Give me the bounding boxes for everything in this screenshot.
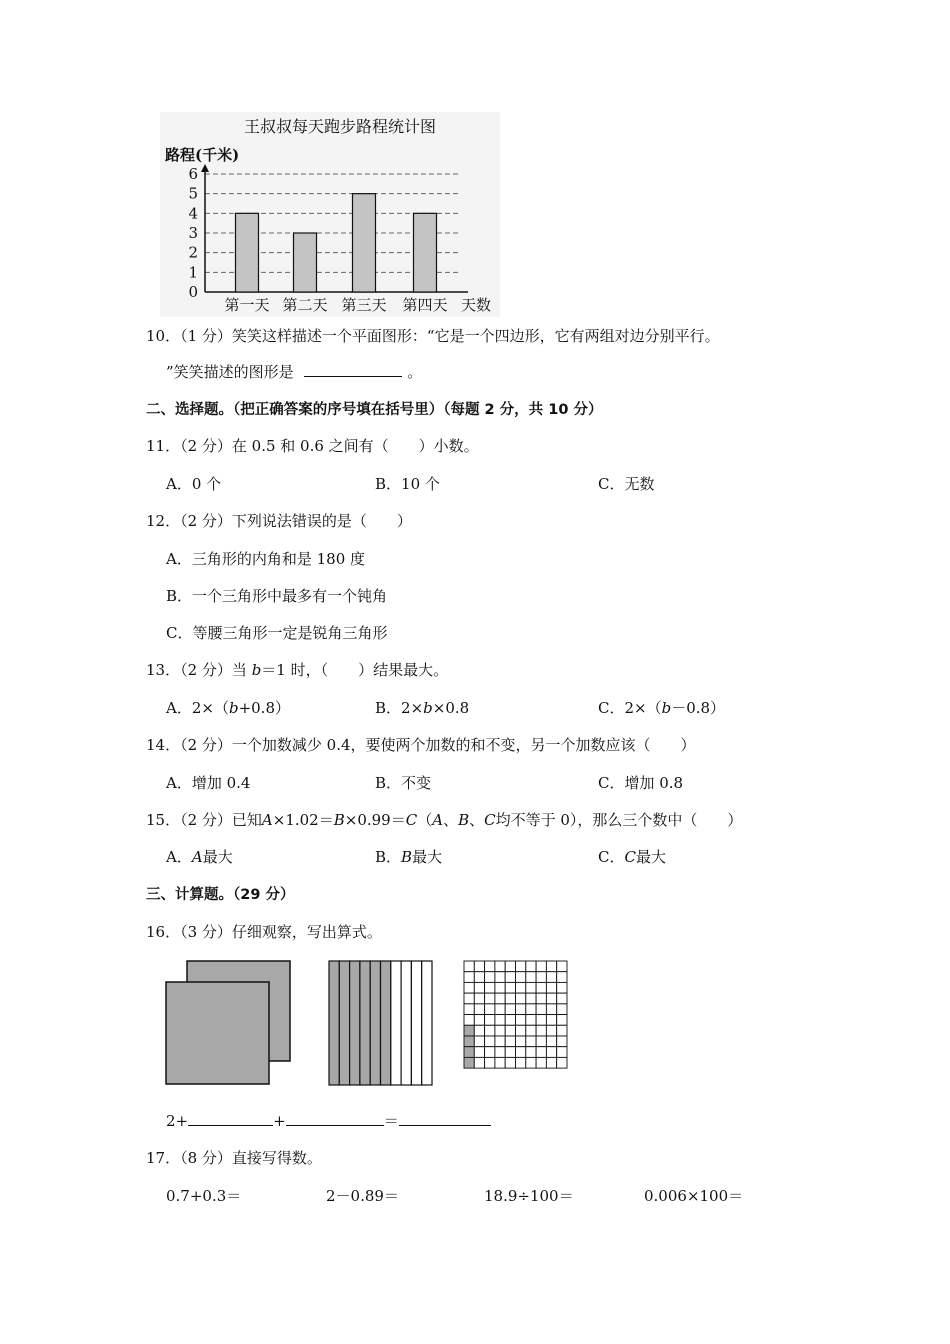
hundredth-cell [505, 961, 515, 972]
hundredth-cell [485, 1015, 495, 1026]
hundredth-cell [474, 1036, 484, 1047]
q14-option-b[interactable]: B．不变 [375, 774, 432, 792]
hundredth-cell [536, 1047, 546, 1058]
q13-option-a[interactable] [166, 697, 290, 718]
hundredth-cell [516, 1025, 526, 1036]
q15-option-a[interactable] [166, 846, 233, 867]
q15-C: C [405, 811, 418, 829]
tenth-strip [411, 961, 421, 1085]
q10-period: 。 [407, 363, 423, 381]
x-category-label: 第二天 [282, 296, 328, 314]
y-tick-label: 4 [188, 204, 198, 223]
q12-stem: 12．（2 分）下列说法错误的是（ ） [146, 512, 412, 530]
q16-plus: + [273, 1112, 286, 1130]
section-3-heading: 三、计算题。（29 分） [146, 887, 295, 903]
hundredth-cell [526, 1025, 536, 1036]
q15-option-b[interactable] [375, 846, 442, 867]
q13-c-var: b [661, 699, 672, 717]
hundredth-cell [526, 1036, 536, 1047]
q15-c-pre: C． [598, 848, 625, 866]
q10-line2-text: ”笑笑描述的图形是 [166, 363, 294, 381]
q10-answer-blank[interactable] [304, 361, 402, 377]
section-2-heading: 二、选择题。（把正确答案的序号填在括号里）（每题 2 分，共 10 分） [146, 402, 603, 418]
q15-stem [146, 809, 742, 830]
x-category-label: 第四天 [402, 296, 448, 314]
hundredth-cell [546, 1036, 556, 1047]
bar-3 [353, 194, 376, 292]
q15-p2: ×1.02＝ [272, 811, 334, 829]
q16-eq-pre: 2+ [166, 1112, 189, 1130]
q16-figure [162, 958, 572, 1088]
hundredth-cell [536, 1036, 546, 1047]
hundredth-cell [495, 1047, 505, 1058]
q15-option-c[interactable] [598, 846, 666, 867]
q15-p1: 15．（2 分）已知 [146, 811, 262, 829]
hundredth-cell [464, 993, 474, 1004]
hundredth-cell [474, 1015, 484, 1026]
q13-c-pre: C．2×（ [598, 699, 662, 717]
q15-B: B [333, 811, 345, 829]
bar-4 [414, 213, 437, 292]
hundredth-cell [526, 1057, 536, 1068]
q13-a-post: +0.8） [238, 699, 290, 717]
tenth-strip [329, 961, 339, 1085]
hundredth-cell [505, 1025, 515, 1036]
q16-equation [166, 1110, 491, 1131]
running-distance-bar-chart [160, 112, 500, 317]
q15-A2: A [432, 811, 444, 829]
hundredth-cell [516, 1015, 526, 1026]
hundredth-cell [474, 961, 484, 972]
hundredth-cell [536, 993, 546, 1004]
hundredth-cell [474, 1025, 484, 1036]
hundredth-cell [485, 1057, 495, 1068]
hundredth-cell [526, 1004, 536, 1015]
q15-b-pre: B． [375, 848, 402, 866]
q13-var: b [251, 661, 262, 679]
hundredth-cell [546, 1004, 556, 1015]
q15-a-var: A [191, 848, 203, 866]
q13-b-post: ×0.8 [432, 699, 470, 717]
hundredth-cell [557, 982, 567, 993]
q16-blank-3[interactable] [399, 1110, 491, 1126]
q11-option-b[interactable]: B．10 个 [375, 475, 440, 493]
hundredth-cell [526, 982, 536, 993]
q17-item-2: 2－0.89＝ [326, 1187, 399, 1205]
hundredth-cell [536, 1025, 546, 1036]
q13-a-pre: A．2×（ [166, 699, 229, 717]
hundredth-cell [474, 972, 484, 983]
q15-p6: 、 [469, 811, 485, 829]
q15-b-post: 最大 [412, 848, 443, 866]
tenth-strip [401, 961, 411, 1085]
q13-num: 13．（2 分）当 [146, 661, 247, 679]
tenth-strip [370, 961, 380, 1085]
y-tick-label: 2 [188, 243, 198, 262]
hundredth-cell [495, 1036, 505, 1047]
hundredth-cell [505, 972, 515, 983]
hundredth-cell [495, 1025, 505, 1036]
q13-a-var: b [228, 699, 239, 717]
q15-a-post: 最大 [202, 848, 233, 866]
hundredth-cell [526, 1047, 536, 1058]
chart-xlabel: 天数 [460, 296, 492, 314]
x-category-label: 第一天 [224, 296, 270, 314]
q13-stem [146, 659, 448, 680]
hundredth-cell [505, 982, 515, 993]
q13-rest: ＝1 时，（ ）结果最大。 [261, 661, 449, 679]
hundredth-cell [516, 1036, 526, 1047]
q15-c-post: 最大 [635, 848, 666, 866]
bar-2 [294, 233, 317, 292]
q15-c-var: C [624, 848, 636, 866]
hundredth-cell [546, 961, 556, 972]
q10-line1: 10．（1 分）笑笑这样描述一个平面图形：“它是一个四边形，它有两组对边分别平行。 [146, 327, 720, 345]
hundredth-cell [464, 1057, 474, 1068]
q14-option-a[interactable]: A．增加 0.4 [166, 774, 251, 792]
hundredth-cell [495, 982, 505, 993]
y-tick-label: 5 [188, 184, 198, 203]
hundredth-cell [495, 972, 505, 983]
hundredth-cell [546, 982, 556, 993]
hundredth-cell [546, 1015, 556, 1026]
q17-stem: 17．（8 分）直接写得数。 [146, 1149, 322, 1167]
hundredth-cell [516, 961, 526, 972]
bar-1 [236, 213, 259, 292]
hundredth-cell [505, 1004, 515, 1015]
hundredth-cell [464, 1004, 474, 1015]
q13-b-var: b [423, 699, 433, 717]
y-tick-label: 3 [188, 224, 198, 242]
q14-stem: 14．（2 分）一个加数减少 0.4，要使两个加数的和不变，另一个加数应该（ ） [146, 736, 696, 754]
hundredth-cell [536, 982, 546, 993]
hundredth-cell [557, 993, 567, 1004]
hundredth-cell [485, 1047, 495, 1058]
hundredth-cell [546, 972, 556, 983]
hundredth-cell [536, 1057, 546, 1068]
hundredth-cell [485, 972, 495, 983]
q16-blank-2[interactable] [286, 1110, 384, 1126]
hundredth-cell [505, 1036, 515, 1047]
q13-option-b[interactable] [375, 697, 469, 718]
q13-c-post: －0.8） [671, 699, 726, 717]
hundredth-cell [474, 1047, 484, 1058]
hundredth-cell [546, 1025, 556, 1036]
q15-B2: B [458, 811, 470, 829]
q15-p3: ×0.99＝ [344, 811, 406, 829]
hundredth-cell [495, 1015, 505, 1026]
hundredth-cell [526, 972, 536, 983]
q12-option-a[interactable]: A．三角形的内角和是 180 度 [166, 550, 366, 568]
hundredth-cell [536, 961, 546, 972]
hundredth-cell [516, 993, 526, 1004]
q14-option-c[interactable]: C．增加 0.8 [598, 774, 684, 792]
hundredth-cell [516, 982, 526, 993]
hundredth-cell [536, 1004, 546, 1015]
hundredth-cell [474, 1004, 484, 1015]
tenth-strip [360, 961, 370, 1085]
hundredth-cell [474, 982, 484, 993]
hundredth-cell [546, 1047, 556, 1058]
hundredth-cell [464, 972, 474, 983]
hundredth-cell [485, 1036, 495, 1047]
hundredth-cell [516, 972, 526, 983]
q15-p4: （ [417, 811, 433, 829]
hundredth-cell [526, 993, 536, 1004]
tenth-strip [350, 961, 360, 1085]
tenth-strip [422, 961, 432, 1085]
q10-line2 [166, 361, 422, 382]
hundredth-cell [546, 1057, 556, 1068]
q15-a-pre: A． [166, 848, 192, 866]
q17-item-3: 18.9÷100＝ [484, 1187, 574, 1205]
q11-option-a[interactable]: A．0 个 [166, 475, 222, 493]
hundredth-cell [516, 1057, 526, 1068]
q12-option-c[interactable]: C．等腰三角形一定是锐角三角形 [166, 624, 388, 642]
q16-stem: 16．（3 分）仔细观察，写出算式。 [146, 923, 382, 941]
hundredth-cell [485, 993, 495, 1004]
q12-option-b[interactable]: B．一个三角形中最多有一个钝角 [166, 587, 388, 605]
hundredth-cell [464, 982, 474, 993]
hundredth-cell [505, 1047, 515, 1058]
hundredth-cell [495, 1057, 505, 1068]
hundredth-cell [516, 1047, 526, 1058]
hundredth-cell [464, 961, 474, 972]
hundredth-cell [536, 1015, 546, 1026]
hundredth-cell [557, 972, 567, 983]
q15-p5: 、 [443, 811, 459, 829]
hundredth-cell [505, 1015, 515, 1026]
hundredth-cell [557, 1047, 567, 1058]
hundredth-cell [557, 1015, 567, 1026]
q11-stem: 11．（2 分）在 0.5 和 0.6 之间有（ ）小数。 [146, 437, 479, 455]
hundredth-cell [557, 1025, 567, 1036]
hundredth-cell [485, 982, 495, 993]
hundredth-cell [474, 1057, 484, 1068]
hundredth-cell [485, 1025, 495, 1036]
hundredth-cell [557, 961, 567, 972]
q15-b-var: B [401, 848, 413, 866]
hundredth-cell [485, 961, 495, 972]
y-tick-label: 0 [188, 283, 198, 301]
tenth-strip [381, 961, 391, 1085]
hundredth-cell [485, 1004, 495, 1015]
hundredth-cell [495, 961, 505, 972]
hundredth-cell [495, 1004, 505, 1015]
chart-title: 王叔叔每天跑步路程统计图 [243, 117, 437, 136]
hundredth-cell [464, 1015, 474, 1026]
hundredth-cell [526, 961, 536, 972]
q11-option-c[interactable]: C．无数 [598, 475, 655, 493]
hundredth-cell [557, 1036, 567, 1047]
hundredth-cell [474, 993, 484, 1004]
q17-item-1: 0.7+0.3＝ [166, 1187, 242, 1205]
hundredth-cell [464, 1036, 474, 1047]
hundredth-cell [516, 1004, 526, 1015]
chart-ylabel: 路程(千米) [165, 146, 240, 164]
q15-p7: 均不等于 0），那么三个数中（ ） [495, 811, 743, 829]
q17-item-4: 0.006×100＝ [644, 1187, 744, 1205]
y-tick-label: 1 [188, 263, 198, 282]
hundredth-cell [464, 1025, 474, 1036]
q13-b-pre: B．2× [375, 699, 424, 717]
hundredth-cell [464, 1047, 474, 1058]
hundredth-cell [505, 1057, 515, 1068]
q16-blank-1[interactable] [188, 1110, 273, 1126]
hundredth-cell [557, 1004, 567, 1015]
y-tick-label: 6 [188, 165, 198, 183]
hundredth-cell [526, 1015, 536, 1026]
hundredth-cell [546, 993, 556, 1004]
hundredth-cell [495, 993, 505, 1004]
hundredth-cell [505, 993, 515, 1004]
q16-equals: ＝ [383, 1112, 399, 1130]
q13-option-c[interactable] [598, 697, 725, 718]
x-category-label: 第三天 [341, 296, 387, 314]
q15-A: A [261, 811, 273, 829]
tenth-strip [339, 961, 349, 1085]
hundredth-cell [557, 1057, 567, 1068]
q15-C2: C [484, 811, 496, 829]
hundredth-cell [536, 972, 546, 983]
tenth-strip [391, 961, 401, 1085]
whole-square-front [166, 982, 269, 1084]
